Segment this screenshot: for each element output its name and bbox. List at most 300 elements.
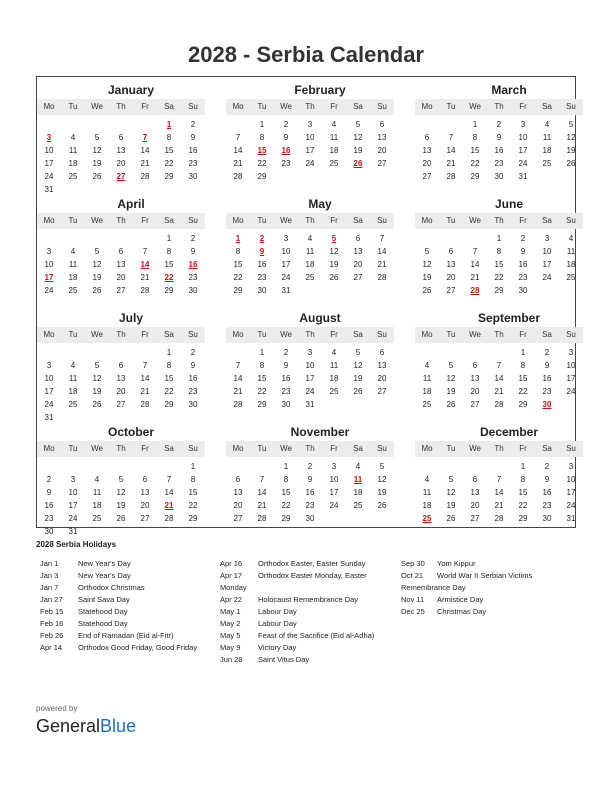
weekday-label: Su xyxy=(188,216,198,225)
day-cell: 2 xyxy=(544,462,550,471)
weekday-label: We xyxy=(280,330,292,339)
empty-cell xyxy=(157,460,181,473)
day-cell: 11 xyxy=(422,374,432,383)
day-cell: 8 xyxy=(472,133,478,142)
day-cell: 3 xyxy=(331,462,337,471)
day-cell: 9 xyxy=(190,247,196,256)
day-cell: 22 xyxy=(164,159,174,168)
day-cell: 1 xyxy=(259,120,265,129)
day-cell: 9 xyxy=(283,133,289,142)
holiday-name: Orthodox Easter, Easter Sunday xyxy=(258,559,366,568)
holiday-day-cell: 5 xyxy=(331,234,337,243)
day-cell: 11 xyxy=(422,488,432,497)
holiday-date: Jan 7 xyxy=(40,583,59,592)
weekday-label: Sa xyxy=(164,102,174,111)
day-cell: 18 xyxy=(68,387,78,396)
day-cell: 22 xyxy=(518,501,528,510)
month-name: May xyxy=(308,197,332,211)
empty-cell xyxy=(109,460,133,473)
holiday-date: Remembrance Day xyxy=(401,583,466,592)
weekday-label: Tu xyxy=(446,330,456,339)
weekday-label: Fr xyxy=(519,102,527,111)
day-cell: 24 xyxy=(44,172,54,181)
day-cell: 26 xyxy=(92,172,102,181)
holiday-day-cell: 1 xyxy=(235,234,241,243)
day-cell: 19 xyxy=(92,159,102,168)
day-cell: 1 xyxy=(283,462,289,471)
day-cell: 6 xyxy=(472,361,478,370)
empty-cell xyxy=(37,232,61,245)
day-cell: 4 xyxy=(307,234,313,243)
day-cell: 23 xyxy=(188,273,198,282)
weekday-label: Fr xyxy=(519,330,527,339)
day-cell: 19 xyxy=(353,374,363,383)
day-cell: 14 xyxy=(470,260,480,269)
day-cell: 26 xyxy=(353,387,363,396)
day-cell: 25 xyxy=(422,400,432,409)
day-cell: 13 xyxy=(377,133,387,142)
day-cell: 22 xyxy=(164,387,174,396)
month-august xyxy=(226,309,394,411)
day-cell: 30 xyxy=(188,172,198,181)
empty-cell xyxy=(85,460,109,473)
weekday-label: Tu xyxy=(68,444,78,453)
day-cell: 8 xyxy=(259,361,265,370)
holiday-row xyxy=(40,606,215,618)
day-cell: 16 xyxy=(188,146,198,155)
day-cell: 21 xyxy=(233,387,243,396)
day-cell: 29 xyxy=(164,286,174,295)
weekday-label: Fr xyxy=(141,102,149,111)
holiday-name: New Year's Day xyxy=(78,559,131,568)
day-cell: 24 xyxy=(542,273,552,282)
weekday-label: Tu xyxy=(257,102,267,111)
day-cell: 17 xyxy=(44,159,54,168)
holiday-row xyxy=(401,558,576,570)
holiday-date: Oct 21 xyxy=(401,571,424,580)
empty-cell xyxy=(487,346,511,359)
day-cell: 18 xyxy=(422,387,432,396)
holiday-row xyxy=(401,594,576,606)
day-cell: 11 xyxy=(68,260,78,269)
day-cell: 7 xyxy=(259,475,265,484)
weekday-label: We xyxy=(469,102,481,111)
day-cell: 14 xyxy=(233,146,243,155)
weekday-label: Sa xyxy=(164,330,174,339)
day-cell: 25 xyxy=(329,387,339,396)
day-cell: 9 xyxy=(190,361,196,370)
day-cell: 25 xyxy=(305,273,315,282)
month-january xyxy=(37,81,205,196)
day-cell: 4 xyxy=(544,120,550,129)
weekday-header xyxy=(37,441,205,457)
weekday-label: Th xyxy=(305,330,315,339)
holiday-row xyxy=(220,558,400,570)
holiday-row xyxy=(40,642,215,654)
day-cell: 8 xyxy=(496,247,502,256)
weekday-label: Fr xyxy=(519,444,527,453)
month-name: January xyxy=(107,83,155,97)
day-cell: 16 xyxy=(44,501,54,510)
day-cell: 22 xyxy=(518,387,528,396)
empty-cell xyxy=(133,232,157,245)
day-cell: 12 xyxy=(92,146,102,155)
day-cell: 29 xyxy=(257,400,267,409)
day-cell: 27 xyxy=(470,514,480,523)
day-cell: 1 xyxy=(496,234,502,243)
day-cell: 21 xyxy=(470,273,480,282)
holiday-date: May 1 xyxy=(220,607,241,616)
day-cell: 18 xyxy=(68,273,78,282)
weekday-label: Su xyxy=(566,216,576,225)
day-cell: 19 xyxy=(446,501,456,510)
empty-cell xyxy=(61,346,85,359)
day-cell: 1 xyxy=(472,120,478,129)
day-cell: 18 xyxy=(305,260,315,269)
day-cell: 10 xyxy=(542,247,552,256)
day-cell: 12 xyxy=(329,247,339,256)
day-cell: 19 xyxy=(566,146,576,155)
holiday-name: Armistice Day xyxy=(437,595,484,604)
day-cell: 16 xyxy=(188,374,198,383)
day-cell: 26 xyxy=(422,286,432,295)
day-cell: 9 xyxy=(46,488,52,497)
day-cell: 20 xyxy=(353,260,363,269)
day-cell: 31 xyxy=(305,400,315,409)
day-grid xyxy=(37,118,205,196)
day-cell: 19 xyxy=(353,146,363,155)
day-cell: 21 xyxy=(257,501,267,510)
day-cell: 21 xyxy=(140,387,150,396)
day-cell: 13 xyxy=(422,146,432,155)
day-cell: 13 xyxy=(233,488,243,497)
holiday-name: Orthodox Christmas xyxy=(78,583,145,592)
day-cell: 4 xyxy=(355,462,361,471)
holiday-date: Feb 26 xyxy=(40,631,64,640)
day-cell: 31 xyxy=(281,286,291,295)
day-cell: 17 xyxy=(329,488,339,497)
day-cell: 27 xyxy=(377,387,387,396)
empty-cell xyxy=(439,118,463,131)
day-cell: 4 xyxy=(70,133,76,142)
day-cell: 13 xyxy=(470,374,480,383)
day-cell: 21 xyxy=(494,387,504,396)
empty-cell xyxy=(439,232,463,245)
day-cell: 29 xyxy=(494,286,504,295)
day-cell: 2 xyxy=(544,348,550,357)
day-cell: 5 xyxy=(568,120,574,129)
weekday-label: Mo xyxy=(43,102,55,111)
empty-cell xyxy=(463,460,487,473)
day-cell: 22 xyxy=(281,501,291,510)
day-cell: 15 xyxy=(470,146,480,155)
day-cell: 1 xyxy=(190,462,196,471)
day-cell: 2 xyxy=(283,348,289,357)
weekday-label: Th xyxy=(305,102,315,111)
day-cell: 26 xyxy=(92,400,102,409)
month-april xyxy=(37,195,205,297)
weekday-label: We xyxy=(91,444,103,453)
day-cell: 20 xyxy=(377,146,387,155)
day-grid xyxy=(415,118,583,183)
weekday-label: Tu xyxy=(68,216,78,225)
day-cell: 22 xyxy=(257,159,267,168)
day-cell: 23 xyxy=(188,387,198,396)
day-cell: 16 xyxy=(257,260,267,269)
day-cell: 21 xyxy=(140,273,150,282)
day-cell: 23 xyxy=(518,273,528,282)
weekday-label: Fr xyxy=(330,444,338,453)
day-cell: 14 xyxy=(446,146,456,155)
holiday-row xyxy=(401,582,576,594)
empty-cell xyxy=(226,346,250,359)
empty-cell xyxy=(415,346,439,359)
day-cell: 29 xyxy=(518,514,528,523)
day-cell: 5 xyxy=(355,120,361,129)
weekday-label: Th xyxy=(116,330,126,339)
day-cell: 7 xyxy=(166,475,172,484)
day-cell: 11 xyxy=(305,247,315,256)
day-cell: 16 xyxy=(305,488,315,497)
holiday-date: Jun 28 xyxy=(220,655,243,664)
weekday-label: We xyxy=(280,444,292,453)
day-cell: 30 xyxy=(494,172,504,181)
day-cell: 28 xyxy=(140,400,150,409)
day-cell: 3 xyxy=(568,348,574,357)
day-cell: 18 xyxy=(566,260,576,269)
day-cell: 13 xyxy=(140,488,150,497)
day-cell: 7 xyxy=(448,133,454,142)
day-cell: 17 xyxy=(566,374,576,383)
weekday-label: Sa xyxy=(542,102,552,111)
holiday-day-cell: 14 xyxy=(140,260,150,269)
holiday-name: Saint Sava Day xyxy=(78,595,130,604)
day-cell: 15 xyxy=(281,488,291,497)
day-cell: 7 xyxy=(379,234,385,243)
generalblue-logo[interactable] xyxy=(36,716,136,737)
day-cell: 8 xyxy=(190,475,196,484)
day-cell: 19 xyxy=(116,501,126,510)
holiday-day-cell: 7 xyxy=(142,133,148,142)
day-cell: 12 xyxy=(116,488,126,497)
day-grid xyxy=(37,460,205,538)
weekday-label: Fr xyxy=(141,330,149,339)
holiday-name: New Year's Day xyxy=(78,571,131,580)
day-cell: 28 xyxy=(233,172,243,181)
holiday-day-cell: 11 xyxy=(353,475,363,484)
day-cell: 3 xyxy=(520,120,526,129)
weekday-label: Th xyxy=(305,216,315,225)
day-cell: 18 xyxy=(422,501,432,510)
holiday-row xyxy=(220,654,400,666)
day-cell: 21 xyxy=(233,159,243,168)
weekday-label: Sa xyxy=(542,330,552,339)
day-cell: 6 xyxy=(235,475,241,484)
day-cell: 26 xyxy=(377,501,387,510)
day-cell: 9 xyxy=(544,361,550,370)
holiday-day-cell: 2 xyxy=(259,234,265,243)
day-grid xyxy=(37,232,205,297)
day-cell: 20 xyxy=(116,159,126,168)
day-cell: 5 xyxy=(118,475,124,484)
weekday-label: We xyxy=(469,330,481,339)
day-cell: 27 xyxy=(233,514,243,523)
day-cell: 13 xyxy=(116,146,126,155)
weekday-label: Fr xyxy=(330,216,338,225)
day-cell: 7 xyxy=(235,133,241,142)
day-cell: 25 xyxy=(329,159,339,168)
day-cell: 23 xyxy=(281,159,291,168)
day-cell: 12 xyxy=(92,260,102,269)
holiday-row xyxy=(40,594,215,606)
day-cell: 12 xyxy=(446,374,456,383)
day-cell: 12 xyxy=(92,374,102,383)
day-cell: 24 xyxy=(44,286,54,295)
day-cell: 18 xyxy=(92,501,102,510)
holiday-row xyxy=(401,606,576,618)
day-cell: 29 xyxy=(518,400,528,409)
day-cell: 11 xyxy=(329,361,339,370)
day-cell: 12 xyxy=(353,361,363,370)
holiday-name: Labour Day xyxy=(258,619,297,628)
weekday-label: Fr xyxy=(519,216,527,225)
day-cell: 5 xyxy=(448,361,454,370)
month-name: March xyxy=(491,83,527,97)
weekday-header xyxy=(226,327,394,343)
holiday-row xyxy=(401,570,576,582)
day-cell: 15 xyxy=(164,260,174,269)
day-cell: 23 xyxy=(542,387,552,396)
holiday-date: Jan 27 xyxy=(40,595,63,604)
day-cell: 3 xyxy=(70,475,76,484)
day-cell: 13 xyxy=(446,260,456,269)
day-cell: 23 xyxy=(542,501,552,510)
weekday-label: Tu xyxy=(257,444,267,453)
day-cell: 11 xyxy=(542,133,552,142)
holiday-name: Christmas Day xyxy=(437,607,487,616)
empty-cell xyxy=(463,232,487,245)
holiday-name: Labour Day xyxy=(258,607,297,616)
day-cell: 3 xyxy=(46,361,52,370)
day-cell: 17 xyxy=(542,260,552,269)
holiday-date: Monday xyxy=(220,583,247,592)
empty-cell xyxy=(133,118,157,131)
day-cell: 16 xyxy=(281,374,291,383)
empty-cell xyxy=(226,460,250,473)
holiday-day-cell: 9 xyxy=(259,247,265,256)
day-cell: 15 xyxy=(164,374,174,383)
weekday-label: Th xyxy=(494,216,504,225)
weekday-label: Th xyxy=(116,102,126,111)
day-grid xyxy=(37,346,205,424)
holiday-day-cell: 16 xyxy=(281,146,291,155)
day-cell: 6 xyxy=(118,361,124,370)
day-cell: 16 xyxy=(494,146,504,155)
day-cell: 1 xyxy=(166,348,172,357)
day-cell: 25 xyxy=(353,501,363,510)
holiday-row xyxy=(220,606,400,618)
month-name: July xyxy=(118,311,143,325)
empty-cell xyxy=(487,460,511,473)
weekday-label: Th xyxy=(116,444,126,453)
day-cell: 24 xyxy=(68,514,78,523)
day-cell: 15 xyxy=(188,488,198,497)
holiday-name: Holocaust Remembrance Day xyxy=(258,595,359,604)
day-cell: 30 xyxy=(542,514,552,523)
day-cell: 10 xyxy=(566,475,576,484)
month-name: April xyxy=(117,197,145,211)
day-cell: 31 xyxy=(518,172,528,181)
day-cell: 1 xyxy=(166,234,172,243)
day-cell: 28 xyxy=(494,400,504,409)
holiday-day-cell: 28 xyxy=(470,286,480,295)
day-cell: 6 xyxy=(379,348,385,357)
day-cell: 25 xyxy=(542,159,552,168)
weekday-label: Mo xyxy=(232,330,244,339)
day-cell: 20 xyxy=(422,159,432,168)
day-cell: 18 xyxy=(68,159,78,168)
day-cell: 6 xyxy=(472,475,478,484)
day-cell: 29 xyxy=(281,514,291,523)
month-march xyxy=(415,81,583,183)
day-cell: 6 xyxy=(118,247,124,256)
weekday-label: Tu xyxy=(446,444,456,453)
day-cell: 4 xyxy=(424,475,430,484)
holiday-day-cell: 22 xyxy=(164,273,174,282)
day-cell: 21 xyxy=(140,159,150,168)
day-cell: 10 xyxy=(305,133,315,142)
weekday-label: Th xyxy=(494,102,504,111)
weekday-label: We xyxy=(91,330,103,339)
holiday-date: Feb 16 xyxy=(40,619,64,628)
day-cell: 14 xyxy=(140,374,150,383)
empty-cell xyxy=(415,460,439,473)
day-cell: 23 xyxy=(257,273,267,282)
day-cell: 4 xyxy=(568,234,574,243)
holiday-list-column xyxy=(401,558,576,618)
day-cell: 5 xyxy=(94,133,100,142)
day-cell: 12 xyxy=(377,475,387,484)
weekday-label: Fr xyxy=(141,444,149,453)
day-cell: 26 xyxy=(329,273,339,282)
weekday-label: Fr xyxy=(330,102,338,111)
day-cell: 11 xyxy=(68,146,78,155)
holiday-name: World War II Serbian Victims xyxy=(437,571,533,580)
holiday-date: Apr 22 xyxy=(220,595,243,604)
day-cell: 10 xyxy=(44,146,54,155)
day-cell: 22 xyxy=(233,273,243,282)
weekday-label: Tu xyxy=(446,216,456,225)
day-cell: 7 xyxy=(235,361,241,370)
day-cell: 28 xyxy=(140,172,150,181)
holiday-day-cell: 1 xyxy=(166,120,172,129)
weekday-label: Sa xyxy=(353,216,363,225)
holiday-date: Jan 3 xyxy=(40,571,59,580)
holiday-day-cell: 17 xyxy=(44,273,54,282)
empty-cell xyxy=(109,232,133,245)
empty-cell xyxy=(85,346,109,359)
day-cell: 19 xyxy=(92,387,102,396)
day-cell: 23 xyxy=(494,159,504,168)
month-september xyxy=(415,309,583,411)
weekday-header xyxy=(226,99,394,115)
holiday-row xyxy=(220,570,400,582)
weekday-label: Mo xyxy=(43,216,55,225)
day-grid xyxy=(415,460,583,525)
day-cell: 2 xyxy=(496,120,502,129)
day-cell: 26 xyxy=(92,286,102,295)
day-cell: 8 xyxy=(283,475,289,484)
